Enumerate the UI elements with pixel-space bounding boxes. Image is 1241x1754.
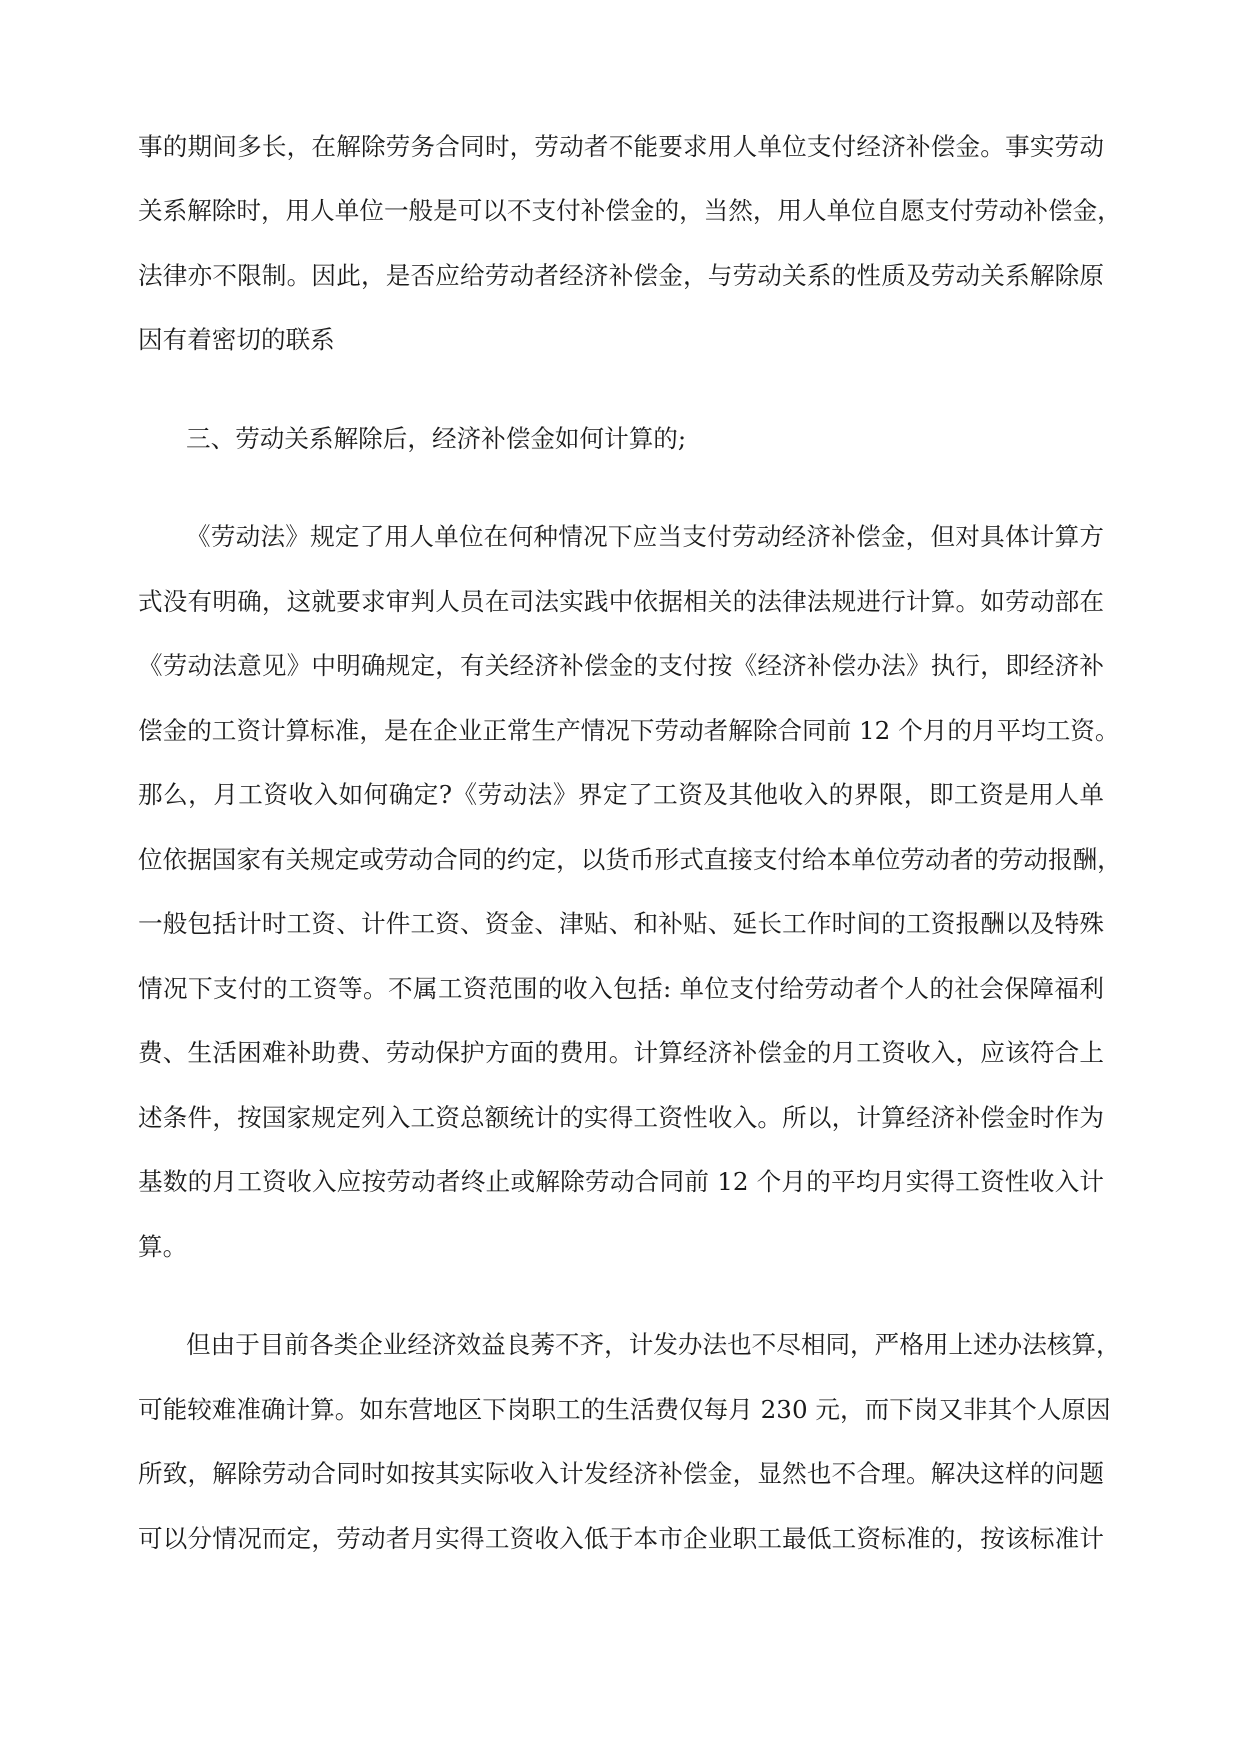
paragraph-line: 式没有明确，这就要求审判人员在司法实践中依据相关的法律法规进行计算。如劳动部在	[138, 587, 1104, 616]
paragraph-line: 法律亦不限制。因此，是否应给劳动者经济补偿金，与劳动关系的性质及劳动关系解除原	[138, 261, 1104, 290]
paragraph-line: 《劳动法意见》中明确规定，有关经济补偿金的支付按《经济补偿办法》执行，即经济补	[138, 651, 1104, 680]
paragraph-line: 费、生活困难补助费、劳动保护方面的费用。计算经济补偿金的月工资收入，应该符合上	[138, 1038, 1104, 1067]
paragraph-line: 那么，月工资收入如何确定?《劳动法》界定了工资及其他收入的界限，即工资是用人单	[138, 780, 1104, 809]
paragraph-line: 可能较难准确计算。如东营地区下岗职工的生活费仅每月 230 元，而下岗又非其个人原因	[138, 1395, 1111, 1424]
paragraph-line: 因有着密切的联系	[138, 325, 335, 354]
section-heading: 三、劳动关系解除后，经济补偿金如何计算的;	[186, 424, 687, 453]
paragraph-line: 算。	[138, 1232, 188, 1261]
paragraph-line: 述条件，按国家规定列入工资总额统计的实得工资性收入。所以，计算经济补偿金时作为	[138, 1103, 1104, 1132]
paragraph-line: 事的期间多长，在解除劳务合同时，劳动者不能要求用人单位支付经济补偿金。事实劳动	[138, 132, 1104, 161]
paragraph-line: 位依据国家有关规定或劳动合同的约定，以货币形式直接支付给本单位劳动者的劳动报酬，	[138, 845, 1122, 874]
paragraph-line: 可以分情况而定，劳动者月实得工资收入低于本市企业职工最低工资标准的，按该标准计	[138, 1524, 1104, 1553]
paragraph-line: 但由于目前各类企业经济效益良莠不齐，计发办法也不尽相同，严格用上述办法核算，	[186, 1330, 1121, 1359]
paragraph-line: 关系解除时，用人单位一般是可以不支付补偿金的，当然，用人单位自愿支付劳动补偿金，	[138, 196, 1122, 225]
paragraph-line: 偿金的工资计算标准，是在企业正常生产情况下劳动者解除合同前 12 个月的月平均工资。	[138, 716, 1120, 745]
paragraph-line: 所致，解除劳动合同时如按其实际收入计发经济补偿金，显然也不合理。解决这样的问题	[138, 1459, 1104, 1488]
paragraph-line: 基数的月工资收入应按劳动者终止或解除劳动合同前 12 个月的平均月实得工资性收入计	[138, 1167, 1104, 1196]
paragraph-line: 《劳动法》规定了用人单位在何种情况下应当支付劳动经济补偿金，但对具体计算方	[186, 522, 1104, 551]
paragraph-line: 情况下支付的工资等。不属工资范围的收入包括: 单位支付给劳动者个人的社会保障福利	[138, 974, 1104, 1003]
paragraph-line: 一般包括计时工资、计件工资、资金、津贴、和补贴、延长工作时间的工资报酬以及特殊	[138, 909, 1104, 938]
